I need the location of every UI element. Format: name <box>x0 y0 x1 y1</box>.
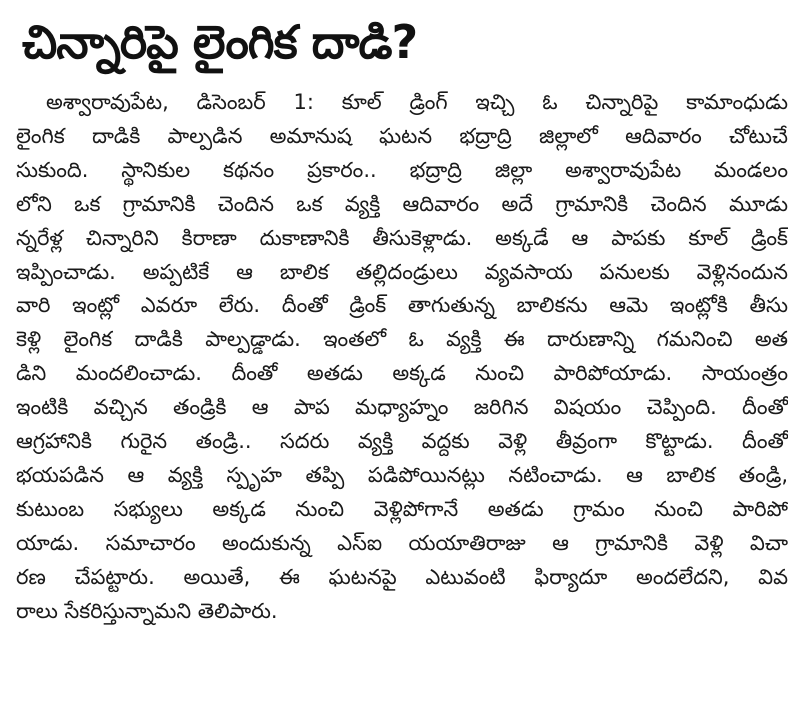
article-line: లోని ఒక గ్రామానికి చెందిన ఒక వ్యక్తి ఆదివారం అదే గ్రామానికి చెందిన మూడు <box>16 191 788 216</box>
article-line: ఇప్పించాడు. అప్పటికే ఆ బాలిక తల్లిదండ్రులు వ్యవసాయ పనులకు వెళ్లినందున <box>16 259 788 284</box>
article-line: ఇంటికి వచ్చిన తండ్రికి ఆ పాప మధ్యాహ్నం జరిగిన విషయం చెప్పింది. దీంతో <box>16 395 788 420</box>
article-body <box>16 86 788 629</box>
article-line: రాలు సేకరిస్తున్నామని తెలిపారు. <box>16 598 278 623</box>
article-line: కుటుంబ సభ్యులు అక్కడ నుంచి వెళ్లిపోగానే అతడు గ్రామం నుంచి పారిపో <box>16 496 788 521</box>
article-line: రణ చేపట్టారు. అయితే, ఈ ఘటనపై ఎటువంటి ఫిర్యాదూ అందలేదని, వివ <box>16 564 788 589</box>
headline: చిన్నారిపై లైంగిక దాడి? <box>22 15 418 69</box>
article-line: కెళ్లి లైంగిక దాడికి పాల్పడ్డాడు. ఇంతలో ఓ వ్యక్తి ఈ దారుణాన్ని గమనించి అత <box>16 327 788 352</box>
article-line: యాడు. సమాచారం అందుకున్న ఎస్ఐ యయాతిరాజు ఆ గ్రామానికి వెళ్లి విచా <box>16 530 788 555</box>
article-line: డిని మందలించాడు. దీంతో అతడు అక్కడ నుంచి పారిపోయాడు. సాయంత్రం <box>16 361 788 386</box>
article-line: న్నరేళ్ల చిన్నారిని కిరాణా దుకాణానికి తీసుకెళ్లాడు. అక్కడే ఆ పాపకు కూల్ డ్రింక్ <box>16 225 788 250</box>
article-line: భయపడిన ఆ వ్యక్తి స్పృహ తప్పి పడిపోయినట్లు నటించాడు. ఆ బాలిక తండ్రి, <box>16 462 788 487</box>
article-line: లైంగిక దాడికి పాల్పడిన అమానుష ఘటన భద్రాద్రి జిల్లాలో ఆదివారం చోటుచే <box>16 123 788 148</box>
article-line: అశ్వారావుపేట, డిసెంబర్ 1: కూల్ డ్రింగ్ ఇచ్చి ఓ చిన్నారిపై కామాంధుడు <box>46 90 788 114</box>
article-line: ఆగ్రహానికి గురైన తండ్రి.. సదరు వ్యక్తి వద్దకు వెళ్లి తీవ్రంగా కొట్టాడు. దీంతో <box>16 429 788 454</box>
article-line: వారి ఇంట్లో ఎవరూ లేరు. దీంతో డ్రింక్ తాగుతున్న బాలికను ఆమె ఇంట్లోకి తీసు <box>16 293 788 318</box>
article-line: సుకుంది. స్థానికుల కథనం ప్రకారం.. భద్రాద్రి జిల్లా అశ్వారావుపేట మండలం <box>16 157 788 182</box>
